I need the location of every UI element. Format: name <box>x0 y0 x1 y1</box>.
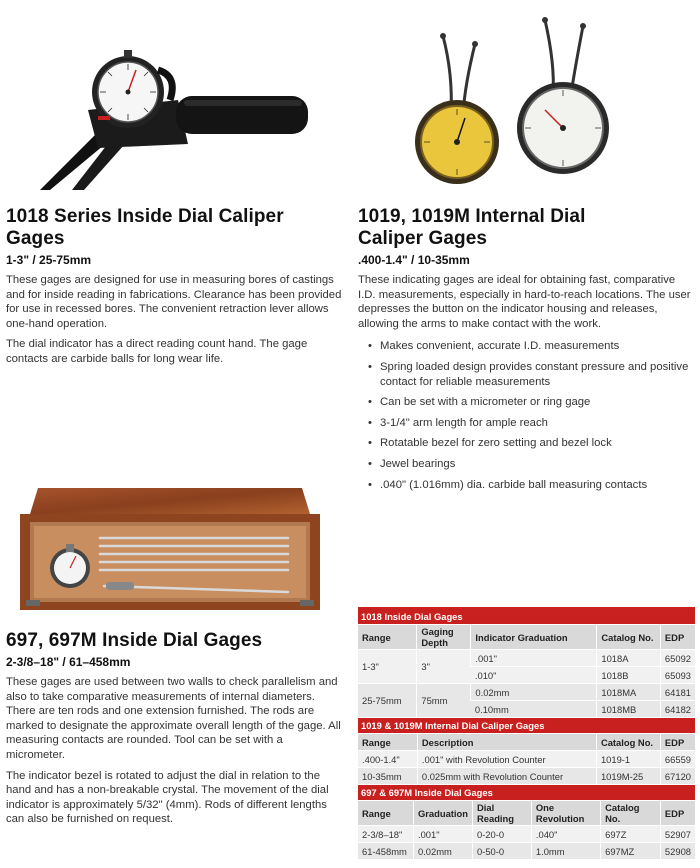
title-1018-line1: 1018 Series Inside Dial Caliper <box>6 206 284 227</box>
list-item: • Jewel bearings <box>368 457 456 470</box>
list-item: • .040" (1.016mm) dia. carbide ball measuring contacts <box>368 478 648 491</box>
desc-1019-p1: These indicating gages are ideal for obtaining fast, comparative I.D. measurements, especially in hard-to-reach locations. The user depresses the button on the indicator housing and releases, allowing the arms to make contact with the work. <box>358 274 691 330</box>
bullet-icon: • <box>368 396 372 409</box>
photo-1018-caliper <box>28 40 328 190</box>
col-header: Dial Reading <box>473 801 532 826</box>
section-697 <box>6 630 342 827</box>
list-item: • 3-1/4" arm length for ample reach <box>368 416 548 429</box>
desc-1018-p2: The dial indicator has a direct reading count hand. The gage contacts are carbide balls for long wear life. <box>6 338 308 365</box>
col-header: Graduation <box>413 801 472 826</box>
table-1019-title: 1019 & 1019M Internal Dial Caliper Gages <box>358 718 695 734</box>
range-697: 2-3/8–18" / 61–458mm <box>6 655 131 669</box>
list-item: • Spring loaded design provides constant pressure and positive contact for reliable measurements <box>368 360 689 388</box>
col-header: Catalog No. <box>597 625 661 650</box>
table-1018-title: 1018 Inside Dial Gages <box>358 609 695 625</box>
col-header: Range <box>358 625 417 650</box>
col-header: Gaging Depth <box>417 625 471 650</box>
bullet-icon: • <box>368 340 372 353</box>
col-header: Indicator Graduation <box>471 625 597 650</box>
col-header: Range <box>358 801 413 826</box>
bullet-icon: • <box>368 478 372 491</box>
col-header: Description <box>417 734 596 751</box>
bullet-icon: • <box>368 457 372 470</box>
photo-697-case <box>20 488 320 610</box>
col-header: One Revolution <box>531 801 600 826</box>
bullet-icon: • <box>368 360 372 373</box>
col-header: Catalog No. <box>596 734 660 751</box>
title-1018 <box>6 206 342 250</box>
section-1018 <box>6 206 342 367</box>
table-row: .010" 1018B 65093 <box>358 667 695 684</box>
col-header: Catalog No. <box>601 801 661 826</box>
col-header: EDP <box>660 734 695 751</box>
list-item: • Can be set with a micrometer or ring gage <box>368 396 591 409</box>
list-item: • Rotatable bezel for zero setting and bezel lock <box>368 437 612 450</box>
table-row: 0.10mm 1018MB 64182 <box>358 701 695 718</box>
table-row: 25-75mm 75mm 0.02mm 1018MA 64181 <box>358 684 695 701</box>
table-row: 10-35mm 0.025mm with Revolution Counter 1019M-25 67120 <box>358 768 695 785</box>
desc-697-p2: The indicator bezel is rotated to adjust the dial in relation to the hand and has a non-breakable crystal. The movement of the dial indicator is approximately 5/32" (4mm). Rods of different lengths can also be furnished on request. <box>6 769 329 826</box>
range-1019: .400-1.4" / 10-35mm <box>358 253 470 267</box>
title-1018-line2: Gages <box>6 228 65 249</box>
range-1018: 1-3" / 25-75mm <box>6 253 92 267</box>
title-1019 <box>358 206 694 250</box>
table-697-title: 697 & 697M Inside Dial Gages <box>358 785 695 801</box>
table-row: .400-1.4" .001" with Revolution Counter 1019-1 66559 <box>358 751 695 768</box>
table-1018 <box>358 609 695 718</box>
col-header: EDP <box>660 801 695 826</box>
table-row: 61-458mm 0.02mm 0-50-0 1.0mm 697MZ 52908 <box>358 843 695 860</box>
table-row: 2-3/8–18" .001" 0-20-0 .040" 697Z 52907 <box>358 826 695 843</box>
title-697: 697, 697M Inside Dial Gages <box>6 630 263 651</box>
table-row: 1-3" 3" .001" 1018A 65092 <box>358 650 695 667</box>
section-1019 <box>358 206 694 498</box>
title-1019-line2: Caliper Gages <box>358 228 488 249</box>
table-1019 <box>358 718 695 785</box>
col-header: EDP <box>660 625 695 650</box>
photo-1019-gages <box>395 14 635 194</box>
table-697 <box>358 785 695 860</box>
col-header: Range <box>358 734 417 751</box>
desc-1018-p1: These gages are designed for use in measuring bores of castings and for inside reading in fabrications. Clearance has been provided for use in recessed bores. The convenient retraction lever allows one-hand operation. <box>6 274 342 330</box>
list-item: • Makes convenient, accurate I.D. measurements <box>368 340 620 353</box>
bullet-icon: • <box>368 437 372 450</box>
bullet-icon: • <box>368 416 372 429</box>
spec-tables <box>358 607 695 860</box>
feature-list-1019 <box>358 339 694 492</box>
desc-697-p1: These gages are used between two walls to check parallelism and also to take comparative measurements of internal diameters. There are ten rods and one extension furnished. The rods are marked to designate the approximate overall length of the gage. All measuring contacts are rounded. Tool can be set with a micrometer. <box>6 676 341 761</box>
title-1019-line1: 1019, 1019M Internal Dial <box>358 206 586 227</box>
